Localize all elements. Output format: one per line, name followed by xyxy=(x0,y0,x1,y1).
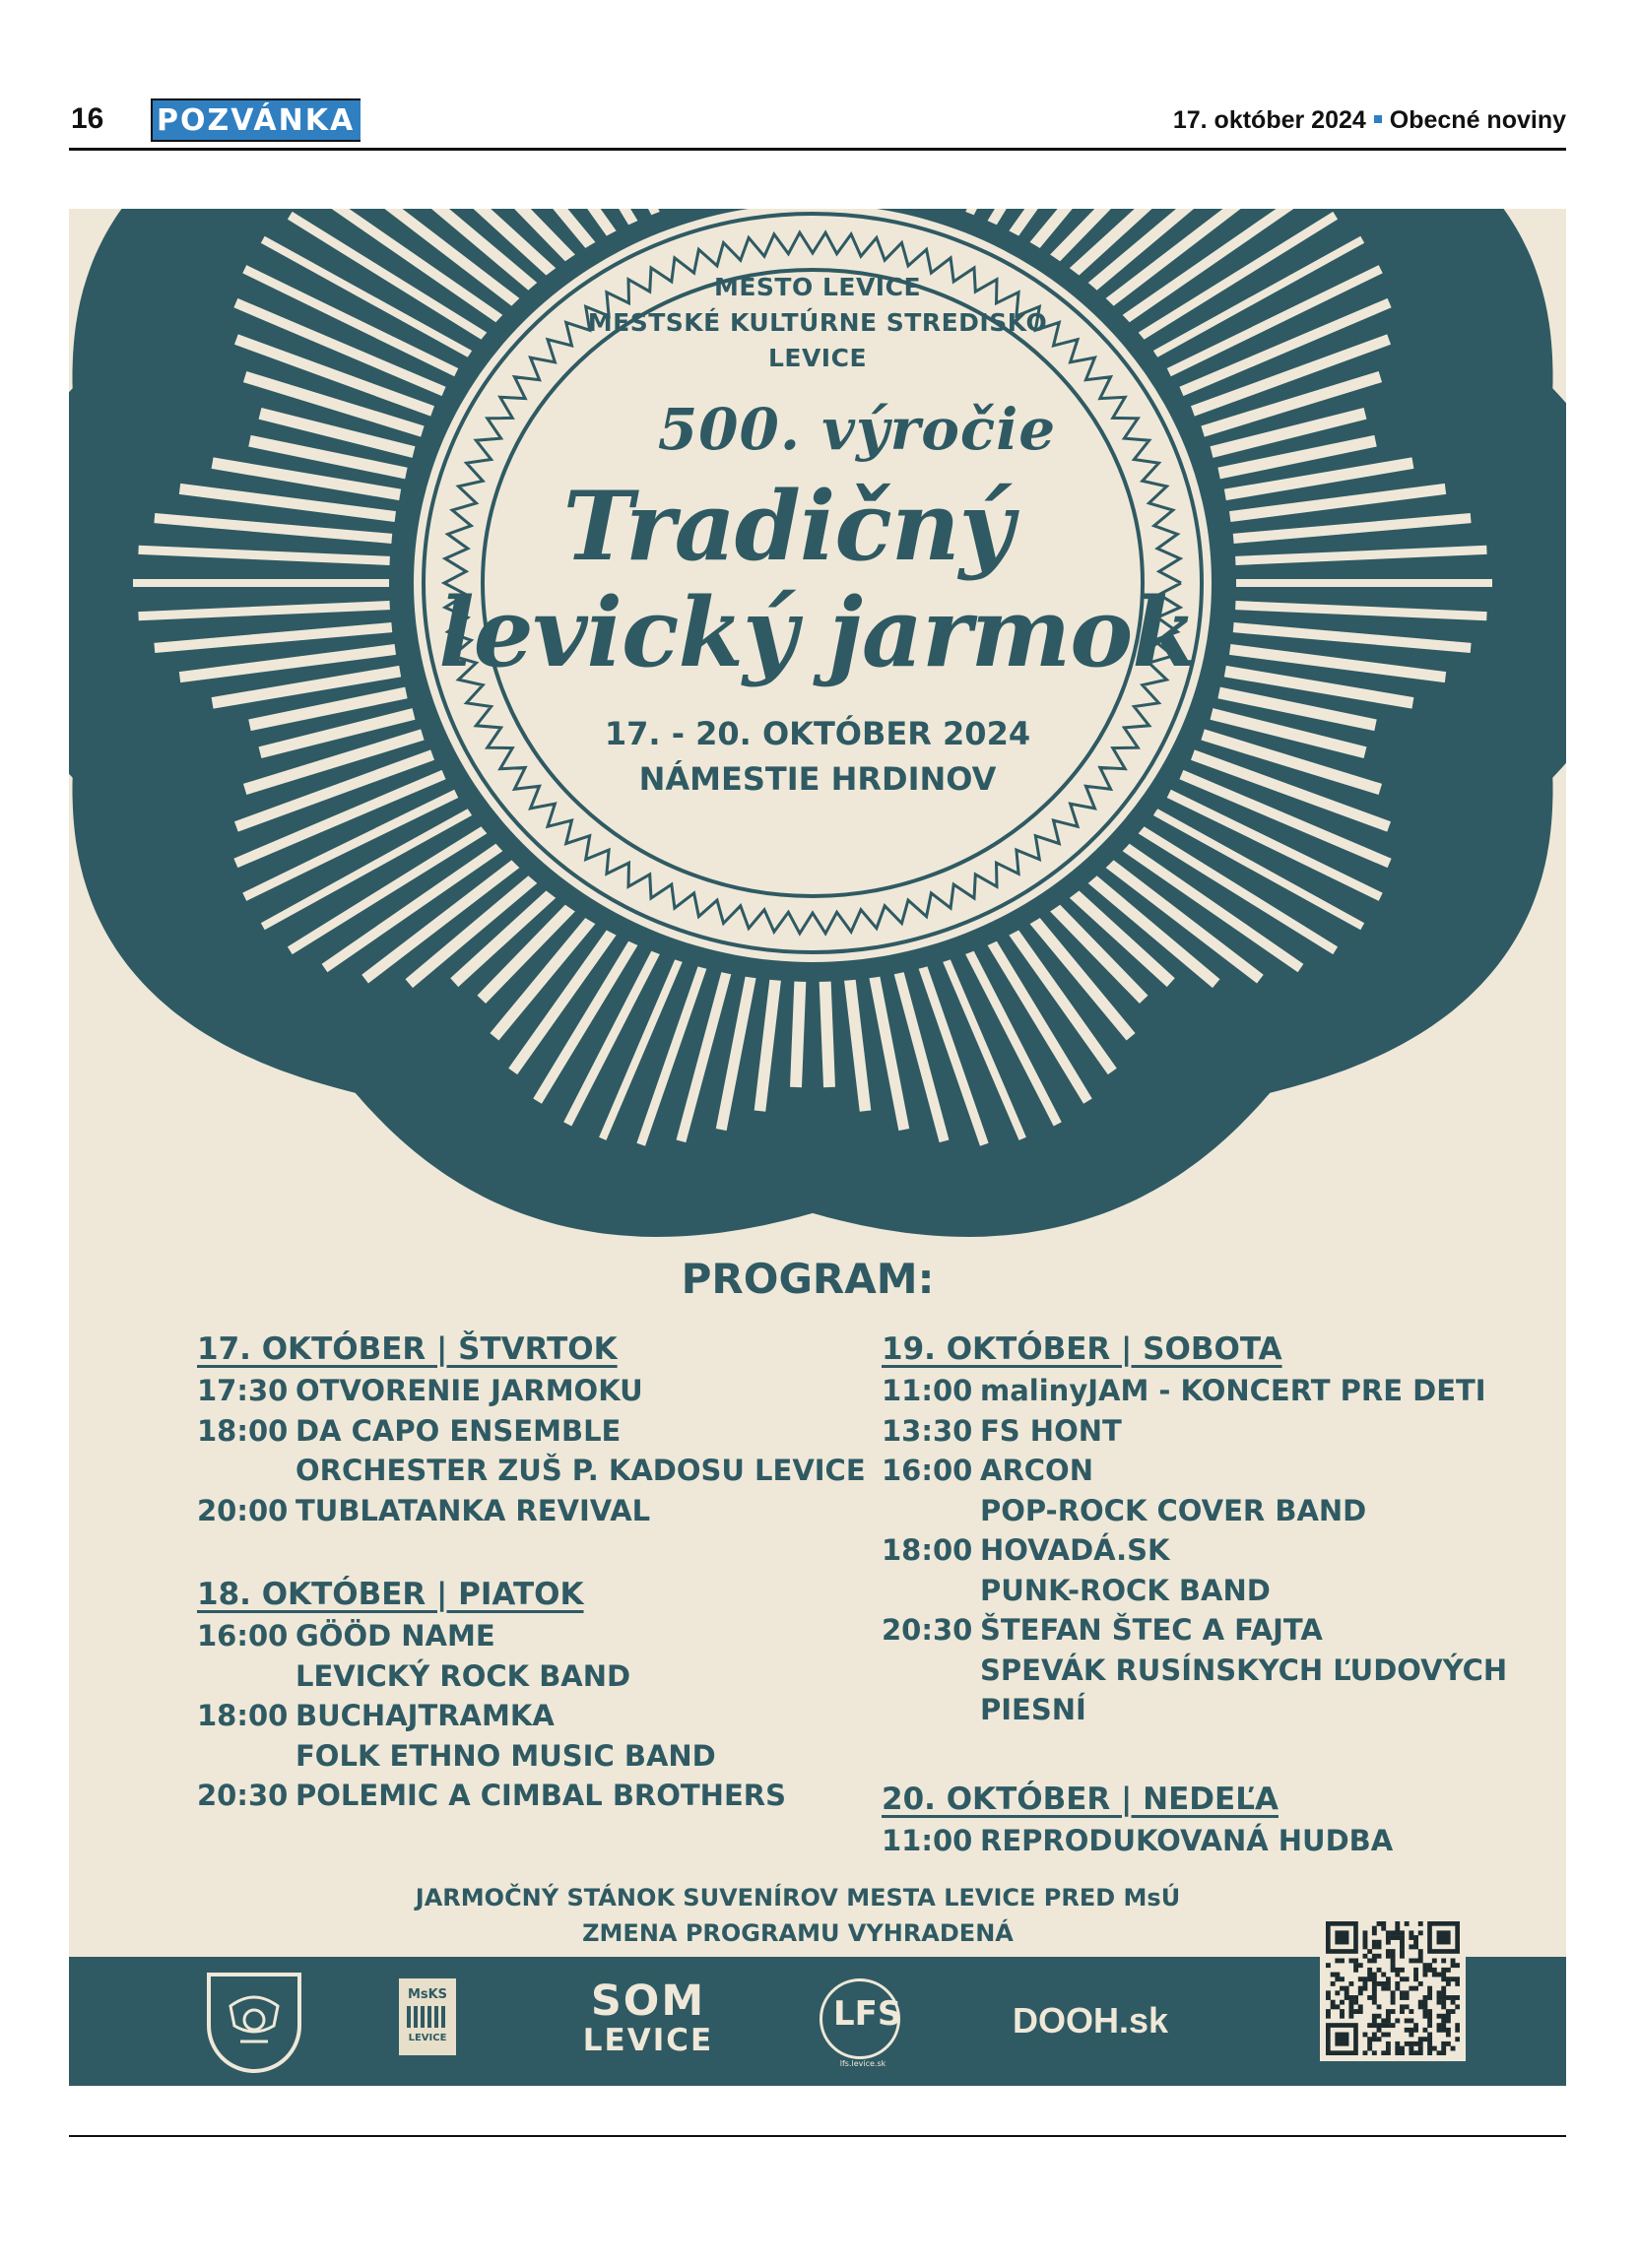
program-row xyxy=(197,1656,786,1697)
event-title-line-2: levický jarmok xyxy=(438,577,1197,688)
page-number: 16 xyxy=(71,102,104,135)
program-day-saturday xyxy=(882,1331,1507,1730)
program-row xyxy=(197,1491,866,1531)
sponsor-logo-band xyxy=(69,1957,1566,2086)
event-name: ŠTEFAN ŠTEC A FAJTA xyxy=(980,1613,1323,1647)
event-name: REPRODUKOVANÁ HUDBA xyxy=(980,1824,1394,1857)
event-time: 13:30 xyxy=(882,1413,973,1448)
dooh-logo: DOOH.sk xyxy=(1013,2000,1169,2041)
program-row xyxy=(882,1371,1507,1411)
qr-code-icon[interactable] xyxy=(1320,1915,1466,2061)
festival-poster xyxy=(69,209,1566,2086)
program-row xyxy=(197,1776,786,1816)
souvenir-stand-note: JARMOČNÝ STÁNOK SUVENÍROV MESTA LEVICE PRED MsÚ xyxy=(415,1884,1181,1912)
event-time: 16:00 xyxy=(882,1454,973,1487)
event-time: 11:00 xyxy=(882,1824,973,1857)
city-coat-of-arms-icon xyxy=(207,1973,301,2073)
event-name: DA CAPO ENSEMBLE xyxy=(295,1413,622,1448)
separator-dot-icon xyxy=(1374,115,1382,123)
page-header xyxy=(69,98,1566,150)
program-row xyxy=(882,1571,1507,1611)
event-time: 18:00 xyxy=(197,1413,289,1448)
day-heading: 17. OKTÓBER | ŠTVRTOK xyxy=(197,1331,618,1367)
event-time: 11:00 xyxy=(882,1374,973,1407)
event-name: GÖÖD NAME xyxy=(295,1619,495,1652)
event-detail: LEVICKÝ ROCK BAND xyxy=(295,1658,631,1693)
organizer-line-1: MESTO LEVICE xyxy=(713,273,922,301)
program-row xyxy=(882,1690,1507,1730)
publication-name: Obecné noviny xyxy=(1389,106,1566,134)
program-day-thursday xyxy=(197,1331,866,1530)
header-rule xyxy=(69,148,1566,151)
program-row xyxy=(882,1411,1507,1452)
organizer-line-2: MESTSKÉ KULTÚRNE STREDISKO xyxy=(587,308,1048,337)
event-time: 20:00 xyxy=(197,1493,289,1527)
event-venue: NÁMESTIE HRDINOV xyxy=(638,760,997,798)
event-name: FS HONT xyxy=(980,1413,1122,1448)
event-time: 17:30 xyxy=(197,1374,289,1407)
program-row xyxy=(882,1530,1507,1571)
event-name: POLEMIC A CIMBAL BROTHERS xyxy=(295,1779,786,1812)
program-change-note: ZMENA PROGRAMU VYHRADENÁ xyxy=(582,1919,1014,1947)
program-row xyxy=(882,1491,1507,1531)
event-detail: SPEVÁK RUSÍNSKYCH ĽUDOVÝCH xyxy=(980,1652,1508,1687)
program-row xyxy=(197,1411,866,1452)
event-name: ARCON xyxy=(980,1454,1093,1487)
event-time: 18:00 xyxy=(882,1533,973,1567)
program-row xyxy=(882,1651,1507,1691)
program-day-sunday xyxy=(882,1782,1393,1861)
event-title-line-1: Tradičný xyxy=(562,471,1014,582)
organizer-line-3: LEVICE xyxy=(767,344,868,372)
program-row xyxy=(882,1451,1507,1491)
event-name: BUCHAJTRAMKA xyxy=(295,1699,555,1732)
footer-rule xyxy=(69,2135,1566,2137)
event-time: 20:30 xyxy=(882,1613,973,1647)
som-levice-logo: SOM LEVICE xyxy=(582,1976,714,2058)
program-row xyxy=(197,1616,786,1656)
program-row xyxy=(882,1821,1393,1861)
day-heading: 19. OKTÓBER | SOBOTA xyxy=(882,1331,1282,1367)
issue-date: 17. október 2024 xyxy=(1172,106,1366,134)
event-time: 18:00 xyxy=(197,1699,289,1732)
event-name: malinyJAM - KONCERT PRE DETI xyxy=(980,1374,1486,1407)
event-name: HOVADÁ.SK xyxy=(980,1533,1170,1567)
building-icon xyxy=(407,2006,448,2028)
program-heading: PROGRAM: xyxy=(681,1255,935,1303)
lfs-logo: LFS lfs.levice.sk xyxy=(816,1975,910,2069)
event-detail: PIESNÍ xyxy=(980,1693,1086,1726)
section-label: POZVÁNKA xyxy=(151,98,361,142)
program-row xyxy=(882,1610,1507,1651)
event-time: 20:30 xyxy=(197,1779,289,1812)
event-time: 16:00 xyxy=(197,1619,289,1652)
program-row xyxy=(197,1736,786,1777)
event-detail: POP-ROCK COVER BAND xyxy=(980,1493,1367,1527)
event-dates: 17. - 20. OKTÓBER 2024 xyxy=(604,715,1031,752)
day-heading: 20. OKTÓBER | NEDEĽA xyxy=(882,1782,1279,1817)
program-row xyxy=(197,1371,866,1411)
program-row xyxy=(197,1451,866,1491)
issue-info xyxy=(1173,106,1566,135)
event-detail: FOLK ETHNO MUSIC BAND xyxy=(295,1738,716,1773)
event-name: TUBLATANKA REVIVAL xyxy=(295,1493,651,1527)
program-day-friday xyxy=(197,1577,786,1816)
program-row xyxy=(197,1696,786,1736)
anniversary-title: 500. výročie xyxy=(657,396,1057,463)
event-name: OTVORENIE JARMOKU xyxy=(295,1374,643,1407)
event-detail: PUNK-ROCK BAND xyxy=(980,1573,1271,1607)
msks-logo: MsKS LEVICE xyxy=(399,1978,456,2055)
day-heading: 18. OKTÓBER | PIATOK xyxy=(197,1577,584,1612)
event-detail: ORCHESTER ZUŠ P. KADOSU LEVICE xyxy=(295,1454,866,1487)
